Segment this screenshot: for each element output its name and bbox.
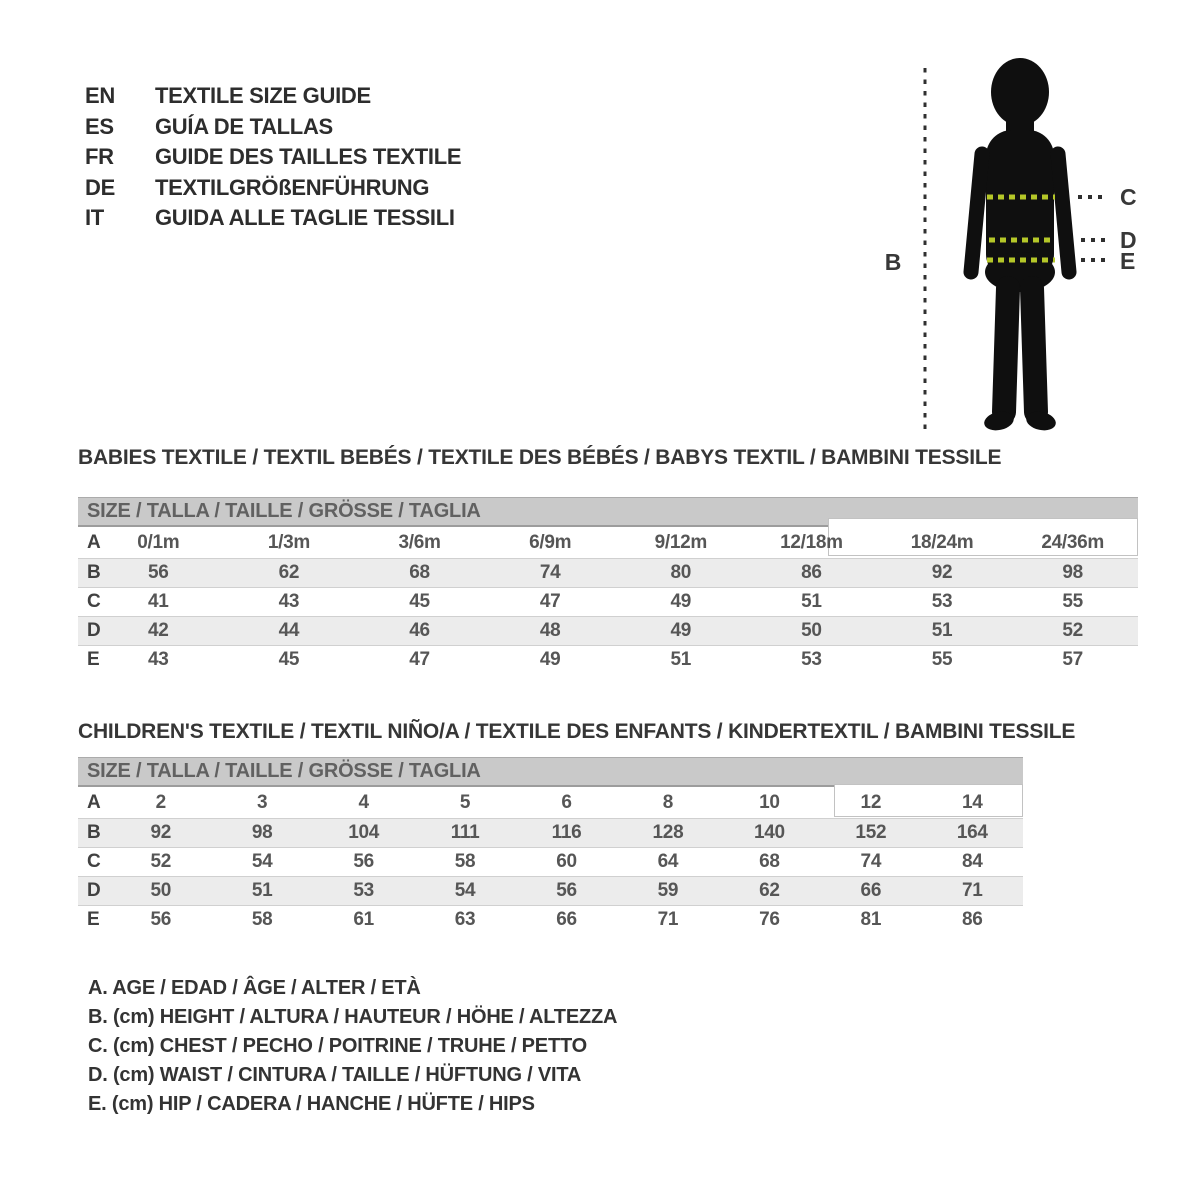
row-label: D — [87, 880, 101, 901]
child-silhouette — [971, 58, 1069, 433]
table-cell: 68 — [759, 851, 780, 872]
table-header-babies: SIZE / TALLA / TAILLE / GRÖSSE / TAGLIA — [78, 497, 1138, 527]
table-cell: 104 — [348, 822, 379, 843]
child-measurement-diagram — [875, 50, 1165, 450]
table-cell: 60 — [556, 851, 577, 872]
measurement-legend — [88, 974, 617, 1119]
language-code: IT — [85, 205, 104, 230]
table-cell: 5 — [459, 791, 471, 813]
table-header-children: SIZE / TALLA / TAILLE / GRÖSSE / TAGLIA — [78, 757, 1023, 787]
table-row — [78, 616, 1138, 645]
table-cell: 48 — [539, 620, 561, 641]
table-cell: 92 — [931, 562, 953, 583]
table-cell: 4 — [358, 791, 369, 813]
children-size-table — [78, 757, 1023, 934]
table-cell: 51 — [931, 620, 953, 641]
table-cell: 80 — [670, 562, 692, 583]
table-cell: 66 — [860, 880, 882, 901]
table-cell: 71 — [657, 909, 679, 930]
table-cell: 3/6m — [398, 531, 441, 553]
table-row — [78, 787, 1023, 818]
table-cell: 84 — [961, 851, 983, 872]
chest-label: C — [1120, 184, 1137, 210]
section-heading-babies: BABIES TEXTILE / TEXTIL BEBÉS / TEXTILE DES BÉBÉS / BABYS TEXTIL / BAMBINI TESSILE — [78, 446, 1002, 469]
row-label: E — [87, 649, 100, 670]
table-cell: 98 — [1062, 562, 1083, 583]
table-cell: 8 — [662, 791, 674, 813]
table-cell: 12 — [860, 791, 882, 813]
table-cell: 44 — [278, 620, 300, 641]
language-code: FR — [85, 144, 114, 169]
legend-item: E. (cm) HIP / CADERA / HANCHE / HÜFTE / HIPS — [88, 1093, 535, 1115]
language-list — [85, 81, 461, 234]
table-cell: 46 — [409, 620, 430, 641]
row-label: C — [87, 591, 101, 612]
table-cell: 49 — [539, 649, 561, 670]
table-cell: 55 — [1062, 591, 1083, 612]
language-title: TEXTILGRÖßENFÜHRUNG — [155, 174, 430, 200]
table-cell: 51 — [251, 880, 273, 901]
table-cell: 47 — [409, 649, 430, 670]
row-label: A — [87, 531, 101, 553]
row-label: B — [87, 822, 101, 843]
table-cell: 49 — [670, 591, 692, 612]
table-cell: 2 — [155, 791, 166, 813]
table-cell: 10 — [759, 791, 780, 813]
table-cell: 53 — [353, 880, 374, 901]
table-cell: 0/1m — [137, 531, 180, 553]
babies-size-table — [78, 497, 1138, 674]
table-cell: 92 — [150, 822, 171, 843]
table-cell: 76 — [759, 909, 780, 930]
row-label: E — [87, 909, 100, 930]
table-cell: 66 — [556, 909, 577, 930]
table-row — [78, 876, 1023, 905]
table-cell: 86 — [961, 909, 983, 930]
table-cell: 61 — [353, 909, 374, 930]
table-cell: 164 — [956, 822, 988, 843]
legend-item: D. (cm) WAIST / CINTURA / TAILLE / HÜFTUNG / VITA — [88, 1064, 582, 1086]
table-cell: 74 — [860, 851, 882, 872]
table-cell: 56 — [353, 851, 374, 872]
table-cell: 1/3m — [267, 531, 310, 553]
height-label: B — [884, 249, 902, 275]
table-cell: 24/36m — [1041, 531, 1104, 553]
language-row — [85, 203, 461, 234]
language-title: GUIDA ALLE TAGLIE TESSILI — [155, 205, 455, 230]
table-cell: 53 — [931, 591, 953, 612]
language-code: EN — [85, 83, 115, 108]
table-row — [78, 645, 1138, 674]
table-cell: 14 — [961, 791, 983, 813]
legend-item: B. (cm) HEIGHT / ALTURA / HAUTEUR / HÖHE / ALTEZZA — [88, 1006, 618, 1028]
language-code: DE — [85, 174, 115, 200]
table-cell: 41 — [148, 591, 169, 612]
table-cell: 43 — [148, 649, 169, 670]
table-cell: 62 — [278, 562, 300, 583]
legend-item: A. AGE / EDAD / ÂGE / ALTER / ETÀ — [88, 977, 421, 999]
table-cell: 111 — [450, 822, 480, 843]
table-cell: 62 — [759, 880, 780, 901]
table-cell: 47 — [539, 591, 561, 612]
table-cell: 51 — [801, 591, 822, 612]
table-cell: 45 — [409, 591, 430, 612]
language-row — [85, 173, 461, 204]
table-cell: 152 — [855, 822, 887, 843]
table-cell: 58 — [251, 909, 273, 930]
table-cell: 81 — [860, 909, 882, 930]
table-cell: 43 — [278, 591, 300, 612]
table-cell: 9/12m — [654, 531, 707, 553]
table-cell: 52 — [150, 851, 171, 872]
table-cell: 56 — [556, 880, 577, 901]
row-label: C — [87, 851, 101, 872]
table-row — [78, 905, 1023, 934]
table-cell: 18/24m — [910, 531, 974, 553]
table-cell: 3 — [257, 791, 268, 813]
child-silhouette-figure — [875, 50, 1165, 450]
language-row — [85, 81, 461, 112]
table-cell: 63 — [454, 909, 476, 930]
table-cell: 71 — [961, 880, 983, 901]
table-cell: 56 — [150, 909, 171, 930]
table-cell: 50 — [801, 620, 822, 641]
language-code: ES — [85, 113, 114, 139]
table-cell: 12/18m — [780, 531, 843, 553]
table-cell: 51 — [670, 649, 692, 670]
table-row — [78, 818, 1023, 847]
waist-label: D — [1120, 227, 1137, 253]
table-cell: 59 — [657, 880, 679, 901]
legend-item: C. (cm) CHEST / PECHO / POITRINE / TRUHE / PETTO — [88, 1035, 587, 1057]
table-cell: 52 — [1062, 620, 1083, 641]
table-cell: 6/9m — [529, 531, 572, 553]
table-cell: 53 — [801, 649, 822, 670]
table-cell: 45 — [278, 649, 300, 670]
hip-label: E — [1120, 248, 1136, 274]
row-label: B — [87, 562, 101, 583]
table-cell: 98 — [251, 822, 273, 843]
language-title: GUÍA DE TALLAS — [155, 113, 333, 139]
table-cell: 74 — [539, 562, 561, 583]
table-cell: 58 — [454, 851, 476, 872]
language-row — [85, 142, 461, 173]
table-cell: 128 — [652, 822, 684, 843]
table-cell: 116 — [551, 822, 582, 843]
table-cell: 57 — [1062, 649, 1083, 670]
language-row — [85, 112, 461, 143]
row-label: D — [87, 620, 101, 641]
row-label: A — [87, 791, 101, 813]
table-row — [78, 527, 1138, 558]
table-cell: 42 — [148, 620, 169, 641]
table-row — [78, 847, 1023, 876]
table-cell: 86 — [801, 562, 822, 583]
table-cell: 140 — [753, 822, 785, 843]
language-title: TEXTILE SIZE GUIDE — [155, 83, 371, 108]
table-cell: 6 — [561, 791, 572, 813]
table-cell: 49 — [670, 620, 692, 641]
table-cell: 55 — [931, 649, 953, 670]
table-row — [78, 558, 1138, 587]
table-cell: 50 — [150, 880, 171, 901]
section-heading-children: CHILDREN'S TEXTILE / TEXTIL NIÑO/A / TEXTILE DES ENFANTS / KINDERTEXTIL / BAMBINI TESSILE — [78, 720, 1076, 743]
language-title: GUIDE DES TAILLES TEXTILE — [155, 144, 462, 169]
table-cell: 54 — [454, 880, 476, 901]
table-cell: 56 — [148, 562, 169, 583]
table-cell: 68 — [409, 562, 430, 583]
table-cell: 64 — [657, 851, 679, 872]
table-row — [78, 587, 1138, 616]
table-cell: 54 — [251, 851, 273, 872]
